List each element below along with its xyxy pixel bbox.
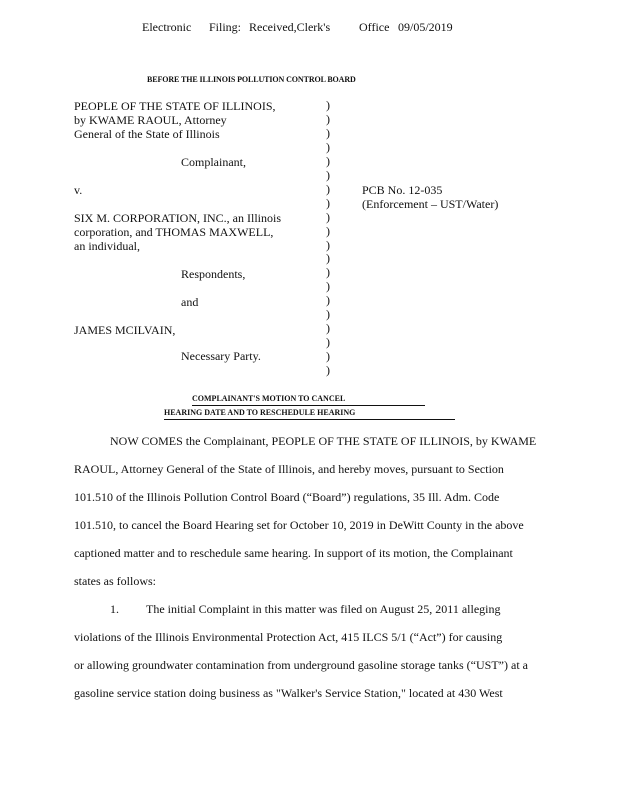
caption-necessary-party: Necessary Party.	[181, 349, 261, 363]
body-line: states as follows:	[74, 574, 156, 588]
caption-respondents: Respondents,	[181, 267, 246, 281]
body-line: 101.510 of the Illinois Pollution Control Board (“Board”) regulations, 35 Ill. Adm. Code	[74, 490, 500, 504]
body-line: gasoline service station doing business as "Walker's Service Station," located at 430 West	[74, 686, 503, 700]
title-underline	[164, 419, 455, 420]
caption-complainant: Complainant,	[181, 155, 246, 169]
header-date: 09/05/2019	[398, 20, 453, 34]
header-electronic: Electronic	[142, 20, 192, 34]
body-line: RAOUL, Attorney General of the State of Illinois, and hereby moves, pursuant to Section	[74, 462, 504, 476]
caption-line: JAMES MCILVAIN,	[74, 323, 176, 337]
caption-versus: v.	[74, 183, 83, 197]
caption-paren-column: ) ) ) ) ) ) ) ) ) ) ) ) ) ) ) ) ) ) ) )	[326, 98, 330, 378]
body-line: or allowing groundwater contamination from underground gasoline storage tanks (“UST”) at a	[74, 658, 528, 672]
header-received: Received,Clerk's	[249, 20, 331, 34]
title-underline	[192, 405, 425, 406]
header-filing: Filing:	[209, 20, 242, 34]
motion-title-line1: COMPLAINANT'S MOTION TO CANCEL	[192, 394, 346, 403]
caption-line: an individual,	[74, 239, 140, 253]
body-line: NOW COMES the Complainant, PEOPLE OF THE STATE OF ILLINOIS, by KWAME	[110, 434, 537, 448]
body-line: captioned matter and to reschedule same hearing. In support of its motion, the Complainant	[74, 546, 513, 560]
paragraph-number: 1.	[110, 602, 119, 616]
caption-and: and	[181, 295, 199, 309]
caption-line: SIX M. CORPORATION, INC., an Illinois	[74, 211, 282, 225]
board-heading: BEFORE THE ILLINOIS POLLUTION CONTROL BOARD	[147, 75, 356, 84]
caption-line: General of the State of Illinois	[74, 127, 220, 141]
case-number: PCB No. 12-035	[362, 183, 443, 197]
case-type: (Enforcement – UST/Water)	[362, 197, 499, 211]
header-office: Office	[359, 20, 390, 34]
body-line: violations of the Illinois Environmental Protection Act, 415 ILCS 5/1 (“Act”) for causing	[74, 630, 503, 644]
caption-line: by KWAME RAOUL, Attorney	[74, 113, 227, 127]
body-line: 101.510, to cancel the Board Hearing set for October 10, 2019 in DeWitt County in the above	[74, 518, 524, 532]
body-line: The initial Complaint in this matter was filed on August 25, 2011 alleging	[146, 602, 501, 616]
caption-line: corporation, and THOMAS MAXWELL,	[74, 225, 274, 239]
motion-title-line2: HEARING DATE AND TO RESCHEDULE HEARING	[164, 408, 356, 417]
caption-line: PEOPLE OF THE STATE OF ILLINOIS,	[74, 99, 276, 113]
